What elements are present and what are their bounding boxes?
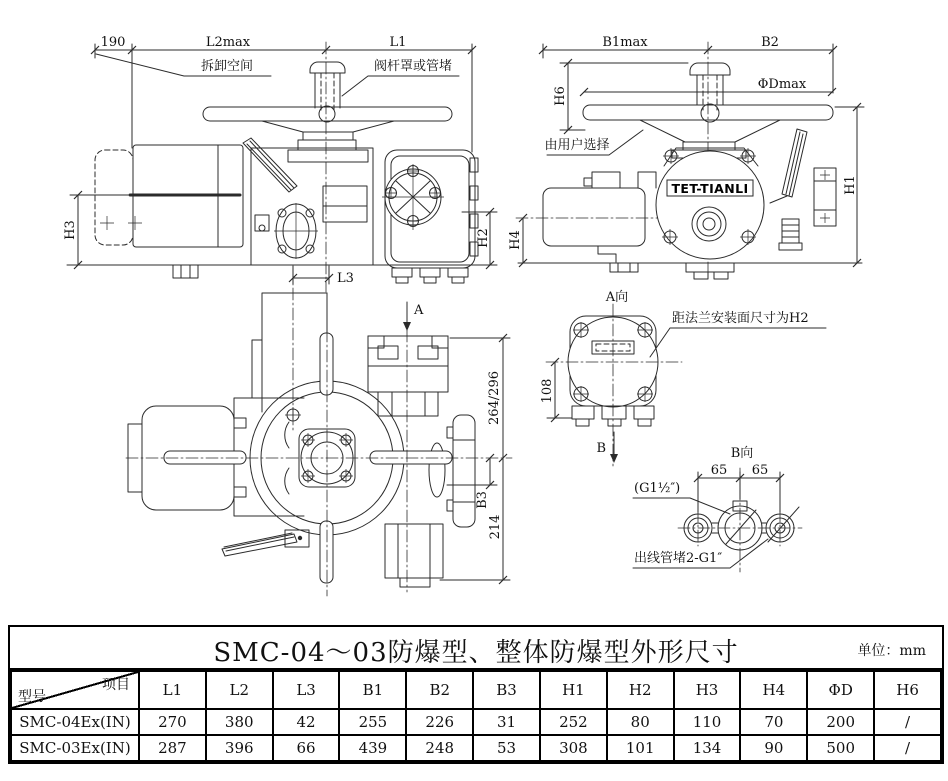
col-h3: H3 xyxy=(674,671,741,709)
header-row xyxy=(11,671,941,709)
dim-108: 108 xyxy=(540,378,555,404)
cell: 110 xyxy=(674,709,741,735)
front-view xyxy=(63,35,497,292)
col-h1: H1 xyxy=(540,671,607,709)
spoke-right xyxy=(370,451,452,464)
corner-label-model: 型号 xyxy=(18,689,46,705)
dim-264-296: 264/296 xyxy=(487,370,502,426)
label-user-select: 由用户选择 xyxy=(544,138,610,153)
cell: 270 xyxy=(139,709,206,735)
label-g1-thread: (G1½″) xyxy=(634,481,681,496)
plan-stem-housing xyxy=(252,293,327,412)
table-title: SMC-04～03防爆型、整体防爆型外形尺寸 xyxy=(213,638,739,668)
dim-l3: L3 xyxy=(337,271,354,286)
view-b-title: B向 xyxy=(730,446,754,461)
arrow-b-label: B xyxy=(596,441,606,456)
cell: 70 xyxy=(740,709,807,735)
dim-h4: H4 xyxy=(508,230,523,250)
col-h2: H2 xyxy=(607,671,674,709)
plan-view xyxy=(126,268,512,596)
cell: 42 xyxy=(273,709,340,735)
cell: 101 xyxy=(607,735,674,761)
cell: 53 xyxy=(473,735,540,761)
dim-190: 190 xyxy=(100,35,126,50)
plan-lever xyxy=(222,530,309,556)
side-motor xyxy=(543,172,656,272)
dim-h1: H1 xyxy=(843,175,858,195)
cell: 308 xyxy=(540,735,607,761)
side-lever xyxy=(770,129,807,203)
cell: 287 xyxy=(139,735,206,761)
dim-phi-dmax: ΦDmax xyxy=(757,77,807,92)
cell: 255 xyxy=(339,709,406,735)
corner-cell xyxy=(11,671,139,709)
cell: 134 xyxy=(674,735,741,761)
label-outlet-plug: 出线管堵2-G1″ xyxy=(634,551,723,566)
cell: 500 xyxy=(807,735,874,761)
view-a-title: A向 xyxy=(605,290,629,305)
dim-h6: H6 xyxy=(553,86,568,106)
front-enclosure xyxy=(382,150,478,283)
table-title-row xyxy=(10,627,942,670)
dim-b3: B3 xyxy=(475,491,490,509)
dim-b2: B2 xyxy=(761,35,779,50)
cell: / xyxy=(874,709,941,735)
col-l1: L1 xyxy=(139,671,206,709)
table-unit: 单位：mm xyxy=(857,643,926,659)
spoke-top xyxy=(320,333,333,395)
cell: 248 xyxy=(406,735,473,761)
label-flange-note: 距法兰安装面尺寸为H2 xyxy=(672,311,809,326)
col-b3: B3 xyxy=(473,671,540,709)
spoke-bottom xyxy=(320,521,333,583)
arrow-a-label: A xyxy=(414,303,424,318)
front-handwheel xyxy=(203,62,452,162)
label-disassembly-space: 拆卸空间 xyxy=(200,59,254,74)
cell: 66 xyxy=(273,735,340,761)
cell: / xyxy=(874,735,941,761)
table-row xyxy=(11,709,941,735)
dim-214: 214 xyxy=(488,514,503,540)
front-gearbox xyxy=(243,138,373,265)
cell: 380 xyxy=(206,709,273,735)
dim-l1: L1 xyxy=(389,35,407,50)
side-terminal-box xyxy=(779,168,836,250)
cell: 80 xyxy=(607,709,674,735)
spoke-left xyxy=(164,451,246,464)
dim-65-right: 65 xyxy=(751,463,769,478)
label-stem-cover: 阀杆罩或管堵 xyxy=(373,59,453,74)
col-b1: B1 xyxy=(339,671,406,709)
spec-table xyxy=(10,670,942,762)
view-a xyxy=(540,290,826,466)
col-phid: ΦD xyxy=(807,671,874,709)
col-l2: L2 xyxy=(206,671,273,709)
col-h4: H4 xyxy=(740,671,807,709)
col-h6: H6 xyxy=(874,671,941,709)
cell: 396 xyxy=(206,735,273,761)
dimension-table xyxy=(8,625,944,764)
cell: 439 xyxy=(339,735,406,761)
cell: 226 xyxy=(406,709,473,735)
side-view xyxy=(508,35,864,279)
cell: 90 xyxy=(740,735,807,761)
cell: 200 xyxy=(807,709,874,735)
side-housing xyxy=(656,148,764,279)
dim-65-left: 65 xyxy=(710,463,728,478)
front-motor xyxy=(95,145,243,247)
col-b2: B2 xyxy=(406,671,473,709)
model-smc04: SMC-04Ex(IN) xyxy=(11,709,139,735)
cell: 31 xyxy=(473,709,540,735)
brand-text: TET-TIANLI xyxy=(671,181,749,196)
view-b xyxy=(633,446,802,572)
table-row xyxy=(11,735,941,761)
dim-h3: H3 xyxy=(63,220,78,240)
col-l3: L3 xyxy=(273,671,340,709)
cable-entries xyxy=(684,501,799,550)
model-smc03: SMC-03Ex(IN) xyxy=(11,735,139,761)
dim-h2: H2 xyxy=(476,228,491,248)
dim-l2max: L2max xyxy=(205,35,251,50)
cell: 252 xyxy=(540,709,607,735)
corner-label-item: 项目 xyxy=(102,677,130,693)
dim-b1max: B1max xyxy=(602,35,648,50)
